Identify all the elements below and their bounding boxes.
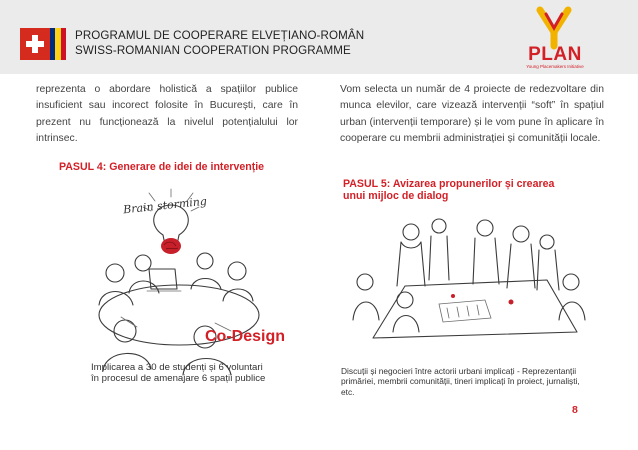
brainstorming-sketch [55,155,300,391]
romanian-flag-icon [50,28,66,60]
programme-title [75,28,364,58]
meeting-sketch [335,170,591,392]
figure-step5-caption [341,366,591,397]
page-header [0,0,638,74]
figure-step5-caption-line1: Discuții și negocieri între actorii urbani implicați - Reprezentanții [341,366,577,376]
figure-step4-caption [91,362,265,385]
swiss-flag-icon [20,28,50,60]
figure-step4-caption-line1: Implicarea a 30 de studenți și 6 voluntari [91,362,263,373]
figure-step5-title-line1: PASUL 5: Avizarea propunerilor și crearea [343,178,555,190]
logo-tagline: Young Placemakers Initiative [526,64,584,69]
figure-step4-caption-line2: în procesul de amenajare 6 spații publice [91,373,266,385]
yplan-logo [510,6,600,72]
figure-step4 [55,155,300,391]
brainstorming-label: Brain storming [122,194,208,217]
programme-title-en: SWISS-ROMANIAN COOPERATION PROGRAMME [75,44,351,57]
flags-emblem [20,28,66,60]
codesign-label: Co-Design [205,328,285,345]
page-number: 8 [572,404,578,416]
figure-step5-caption-line2: primăriei, membrii comunității, tineri implicați în proiect, jurnaliști, etc. [341,376,580,397]
figure-step5-title-line2: unui mijloc de dialog [343,190,449,202]
figure-step4-title: PASUL 4: Generare de idei de intervenție [59,161,265,173]
programme-title-ro: PROGRAMUL DE COOPERARE ELVEȚIANO-ROMÂN [75,29,365,42]
right-paragraph: Vom selecta un număr de 4 proiecte de redezvoltare din munca elevilor, care vizează intervenții “soft” în spațiul urban (intervenții temporare) și le vom pune în aplicare în cooperare cu membrii administrației și comunității locale. [340,84,604,145]
left-paragraph: reprezenta o abordare holistică a spațiilor publice insuficient sau incorect folosite în București, care în prezent nu funcționează la nivelul potențialului lor intrinsec. [36,84,298,145]
logo-wordmark: PLAN [528,44,582,65]
figure-step5 [335,170,591,397]
